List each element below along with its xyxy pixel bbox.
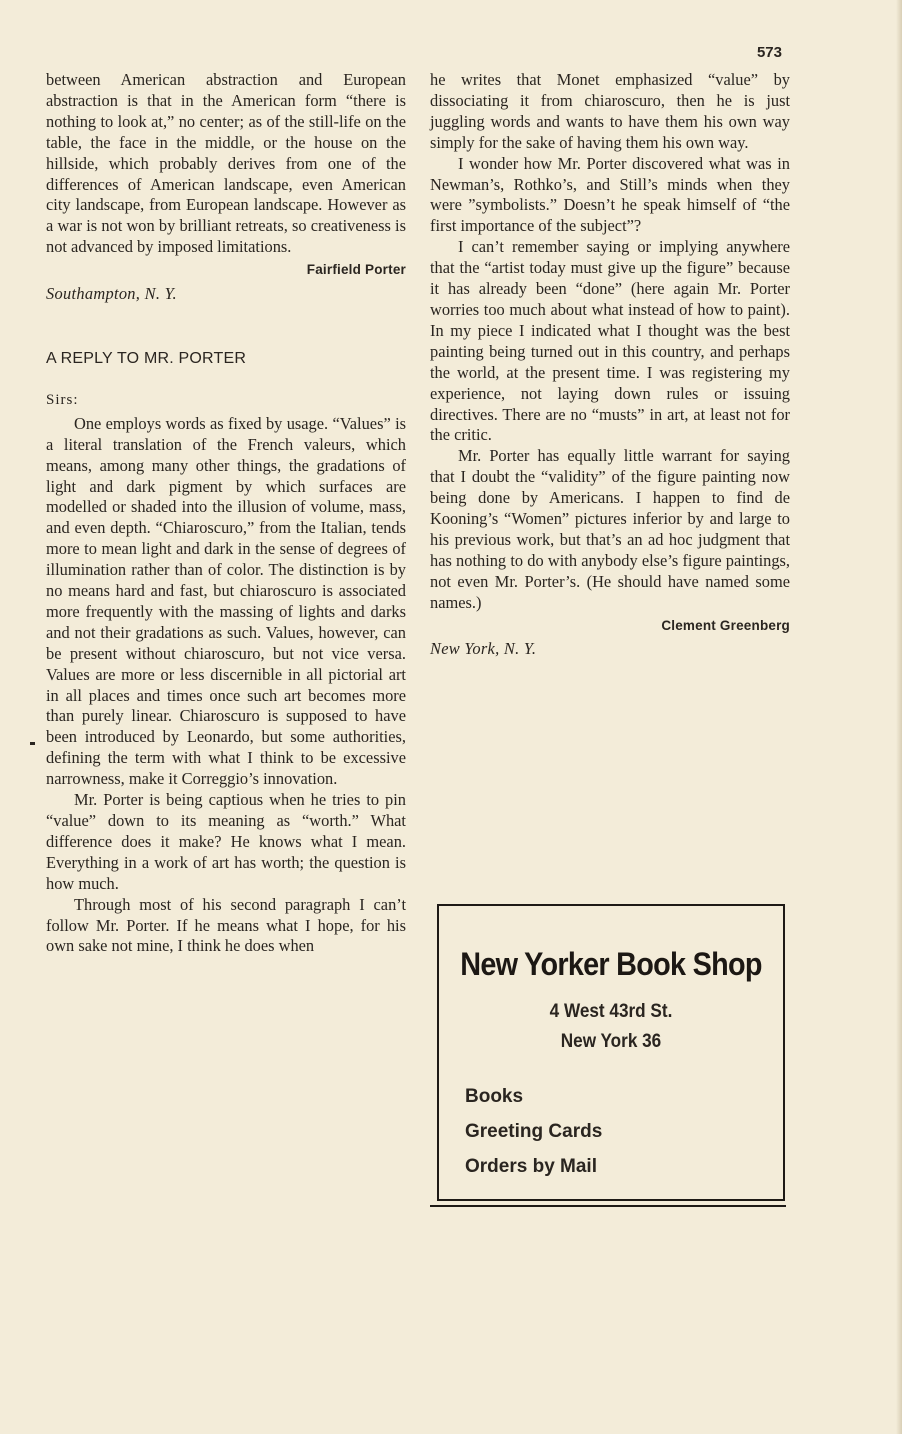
reply-paragraph-2: Mr. Porter is being captious when he tries to pin “value” down to its meaning as “worth.” What difference does it make? He knows what I mean. Everything in a work of art has worth; the question is how much.	[46, 790, 406, 893]
greenberg-place: New York, N. Y.	[430, 639, 537, 659]
ad-address-city: New York 36	[560, 1030, 662, 1052]
left-column	[46, 70, 406, 957]
porter-letter-continuation: between American abstraction and European abstraction is that in the American form “there is nothing to look at,” no center; as of the still-life on the table, the face in the middle, or the house on the hillside, which probably derives from one of the differences of American landscape, even American city landscape, from European landscape. However as a war is not won by brilliant retreats, so creativeness is not advanced by imposed limitations.	[46, 70, 406, 257]
reply-paragraph-6: Mr. Porter has equally little warrant for saying that I doubt the “validity” of the figure painting now being done by Americans. I happen to find de Kooning’s “Women” pictures inferior by and large to his previous work, but that’s an ad hoc judgment that has nothing to do with anybody else’s figure paintings, not even Mr. Porter’s. (He should have named some names.)	[430, 446, 790, 612]
ad-address-street: 4 West 43rd St.	[549, 1000, 673, 1022]
ad-item-orders-by-mail: Orders by Mail	[465, 1156, 597, 1177]
salutation: Sirs:	[46, 391, 79, 408]
greenberg-signature: Clement Greenberg	[661, 617, 790, 633]
reply-paragraph-5: I can’t remember saying or implying anywhere that the “artist today must give up the figure” because it has already been “done” (here again Mr. Porter worries too much about what instead of how to paint). In my piece I indicated what I thought was the best painting being turned out in this country, and perhaps the world, at the present time. I was registering my experience, not laying down rules or issuing directives. There are no “musts” in art, at least not for the critic.	[430, 237, 790, 445]
reply-paragraph-4: I wonder how Mr. Porter discovered what was in Newman’s, Rothko’s, and Still’s minds when they were ”symbolists.” Doesn’t he speak himself of “the first importance of the subject”?	[430, 153, 790, 236]
reply-heading: A REPLY TO MR. PORTER	[46, 349, 247, 367]
porter-place: Southampton, N. Y.	[46, 284, 177, 304]
ad-shop-name: New Yorker Book Shop	[460, 946, 762, 982]
bookshop-advertisement	[437, 904, 785, 1201]
reply-paragraph-3: Through most of his second paragraph I can’t follow Mr. Porter. If he means what I hope, for his own sake not mine, I think he does when	[46, 894, 406, 956]
right-column	[430, 70, 790, 660]
ad-item-books: Books	[465, 1086, 524, 1107]
porter-signature: Fairfield Porter	[306, 262, 406, 278]
reply-paragraph-3-continued: he writes that Monet emphasized “value” by dissociating it from chiaroscuro, then he is just juggling words and wants to have them his own way simply for the sake of having them his own way.	[430, 70, 790, 152]
margin-mark	[30, 742, 35, 745]
page-edge	[896, 0, 902, 1434]
ad-underline-rule	[430, 1205, 786, 1207]
page-number: 573	[756, 44, 782, 61]
ad-item-greeting-cards: Greeting Cards	[465, 1121, 603, 1142]
reply-paragraph-1: One employs words as fixed by usage. “Values” is a literal translation of the French valeurs, which means, among many other things, the gradations of light and dark pigment by which surfaces are modelled or shaded into the illusion of volume, mass, and even depth. “Chiaroscuro,” from the Italian, tends more to mean light and dark in the sense of degrees of illumination rather than of color. The distinction is by no means hard and fast, but chiaroscuro is associated more frequently with the massing of lights and darks and not their gradations as such. Values, however, can be present without chiaroscuro, but not vice versa. Values are more or less discernible in all pictorial art in all places and times once such art becomes more than purely linear. Chiaroscuro is supposed to have been introduced by Leonardo, but some authorities, defining the term with what I think to be excessive narrowness, make it Correggio’s innovation.	[46, 413, 406, 789]
